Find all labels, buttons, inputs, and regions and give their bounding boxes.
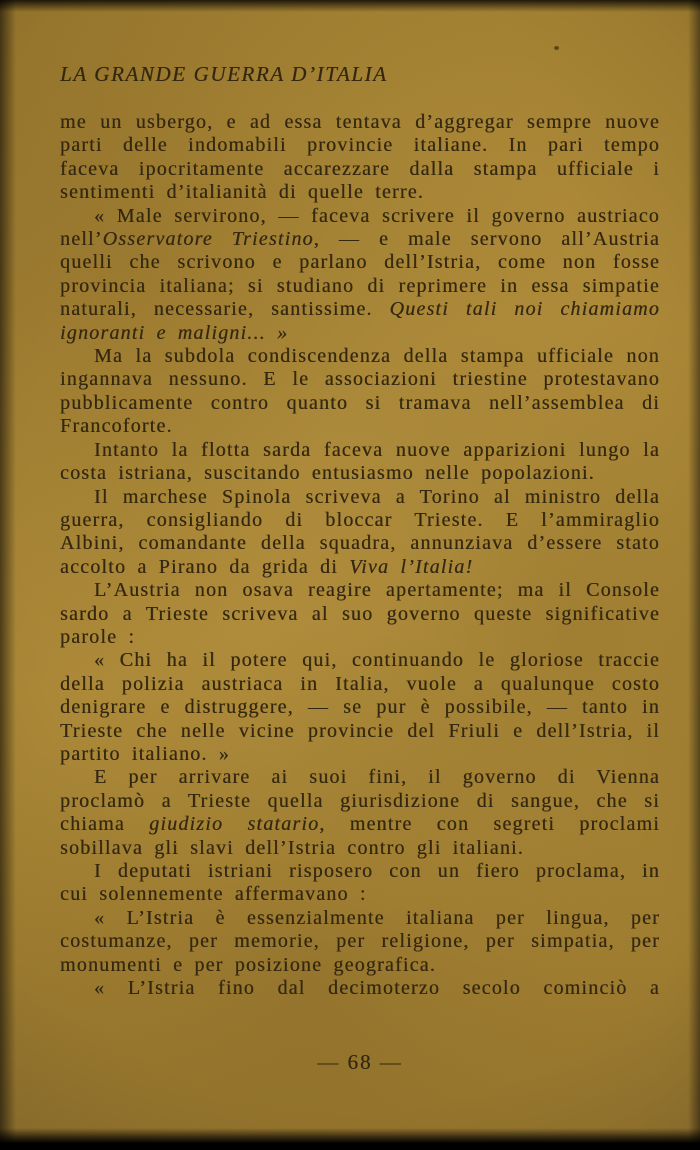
text-segment: me un usbergo, e ad essa tentava d’aggregar sempre nuove parti delle indomabili provincie italiane. In pari tempo faceva ipocritamente accarezzare dalla stampa ufficiale i sentimenti d’italianità di quelle terre. bbox=[60, 111, 660, 204]
paragraph bbox=[60, 766, 660, 860]
paragraph bbox=[60, 579, 660, 649]
paragraph bbox=[60, 205, 660, 345]
text-segment: , mentre con segreti proclami sobillava gli slavi dell’Istria contro gli italiani. bbox=[60, 813, 660, 859]
text-segment: L’Austria non osava reagire apertamente; ma il Console sardo a Trieste scriveva al suo governo queste significative parole : bbox=[60, 579, 660, 648]
scan-edge-right bbox=[688, 0, 700, 1150]
text-segment: Ma la subdola condiscendenza della stampa ufficiale non ingannava nessuno. E le associazioni triestine protestavano pubblicamente contro quanto si tramava nell’assemblea di Francoforte. bbox=[60, 345, 660, 438]
paragraph bbox=[60, 439, 660, 486]
scan-edge-bottom bbox=[0, 1128, 700, 1150]
paragraph bbox=[60, 486, 660, 580]
scan-edge-left bbox=[0, 0, 16, 1150]
italic-segment: Osservatore Triestino bbox=[102, 228, 314, 251]
text-segment: « Chi ha il potere qui, continuando le gloriose traccie della polizia austriaca in Italia, vuole a qualunque costo denigrare e distruggere, — se pur è possibile, — tanto in Trieste che nelle vicine provincie del Friuli e dell’Istria, il partito italiano. » bbox=[60, 649, 660, 765]
text-segment: Intanto la flotta sarda faceva nuove apparizioni lungo la costa istriana, suscitando entusiasmo nelle popolazioni. bbox=[60, 438, 660, 485]
paragraph bbox=[60, 907, 660, 977]
text-segment: « L’Istria è essenzialmente italiana per lingua, per costumanze, per memorie, per religione, per simpatia, per monumenti e per posizione geografica. bbox=[60, 906, 660, 976]
italic-segment: giudizio statario bbox=[149, 813, 320, 836]
text-segment: , — e male servono all’Austria quelli che scrivono e parlano dell’Istria, come non fosse provincia italiana; si studiano di reprimere in essa simpatie naturali, necessarie, santissime. bbox=[60, 228, 660, 321]
paragraph bbox=[60, 345, 660, 439]
paragraph bbox=[60, 977, 660, 1000]
paragraph bbox=[60, 111, 660, 205]
text-segment: « L’Istria fino dal decimoterzo secolo cominciò a bbox=[94, 977, 660, 1000]
text-segment: « Male servirono, — faceva scrivere il governo austriaco nell’ bbox=[60, 204, 660, 251]
paragraph bbox=[60, 860, 660, 907]
text-segment: I deputati istriani risposero con un fiero proclama, in cui solennemente affermavano : bbox=[60, 860, 660, 906]
page-content bbox=[60, 62, 660, 1051]
scan-speck bbox=[554, 46, 559, 50]
running-header: LA GRANDE GUERRA D’ITALIA bbox=[60, 62, 388, 86]
scan-edge-top bbox=[0, 0, 700, 12]
text-segment: Il marchese Spinola scriveva a Torino al ministro della guerra, consigliando di bloccar Trieste. E l’ammiraglio Albini, comandante della squadra, annunziava d’essere stato accolto a Pirano da grida di bbox=[60, 485, 660, 578]
paragraph bbox=[60, 649, 660, 766]
page-number: — 68 — bbox=[317, 1050, 403, 1074]
italic-segment: Questi tali noi chiamiamo ignoranti e maligni... » bbox=[60, 298, 660, 344]
text-block bbox=[60, 111, 660, 1051]
text-segment: E per arrivare ai suoi fini, il governo di Vienna proclamò a Trieste quella giurisdizione di sangue, che si chiama bbox=[60, 766, 660, 836]
italic-segment: Viva l’Italia! bbox=[349, 555, 474, 578]
